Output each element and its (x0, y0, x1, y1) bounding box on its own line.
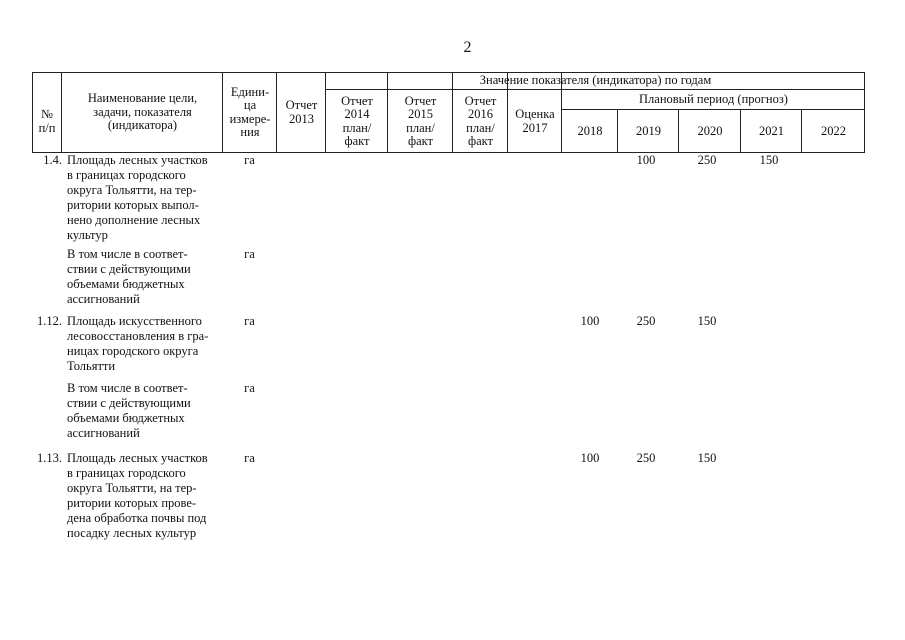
header-year-2019: 2019 (636, 123, 661, 138)
header-year-2022: 2022 (821, 123, 846, 138)
row-value-2021: 150 (759, 153, 779, 167)
header-col-num: № п/п (38, 107, 56, 135)
header-year-2018: 2018 (577, 123, 603, 138)
row-value-2018: 100 (580, 451, 600, 465)
row-unit: га (244, 381, 255, 395)
header-col-2016: Отчет 2016 план/ факт (464, 93, 497, 148)
row-indicator-name: В том числе в соответ- ствии с действующими объемами бюджетных ассигнований (67, 381, 191, 440)
row-value-2020: 150 (697, 451, 717, 465)
table-header (32, 72, 865, 153)
header-plan-title: Плановый период (прогноз) (639, 92, 788, 107)
row-number: 1.4. (43, 153, 62, 167)
header-col-2013: Отчет 2013 (285, 98, 318, 126)
row-indicator-name: Площадь лесных участков в границах городского округа Тольятти, на тер- ритории которых выпол- нено дополнение лесных культур (67, 153, 208, 242)
row-number: 1.13. (37, 451, 62, 465)
page-number: 2 (463, 39, 472, 56)
row-value-2019: 250 (636, 314, 656, 328)
header-col-2015: Отчет 2015 план/ факт (404, 93, 437, 148)
header-group-title: Значение показателя (индикатора) по годам (479, 73, 712, 88)
row-unit: га (244, 314, 255, 328)
header-year-2020: 2020 (697, 123, 723, 138)
header-year-2021: 2021 (759, 123, 784, 138)
row-value-2018: 100 (580, 314, 600, 328)
row-indicator-name: В том числе в соответ- ствии с действующими объемами бюджетных ассигнований (67, 247, 191, 306)
header-col-unit: Едини- ца измере- ния (229, 84, 271, 139)
row-value-2019: 250 (636, 451, 656, 465)
header-col-2014: Отчет 2014 план/ факт (341, 93, 373, 148)
row-value-2020: 150 (697, 314, 717, 328)
row-number: 1.12. (37, 314, 62, 328)
row-unit: га (244, 247, 255, 261)
row-unit: га (244, 451, 255, 465)
row-indicator-name: Площадь лесных участков в границах городского округа Тольятти, на тер- ритории которых прове- дена обработка почвы под посадку лесных культур (67, 451, 208, 540)
header-col-name: Наименование цели, задачи, показателя (индикатора) (87, 91, 198, 133)
row-unit: га (244, 153, 255, 167)
row-value-2019: 100 (636, 153, 656, 167)
row-value-2020: 250 (697, 153, 717, 167)
header-col-2017: Оценка 2017 (515, 107, 555, 135)
row-indicator-name: Площадь искусственного лесовосстановления в гра- ницах городского округа Тольятти (67, 314, 209, 373)
